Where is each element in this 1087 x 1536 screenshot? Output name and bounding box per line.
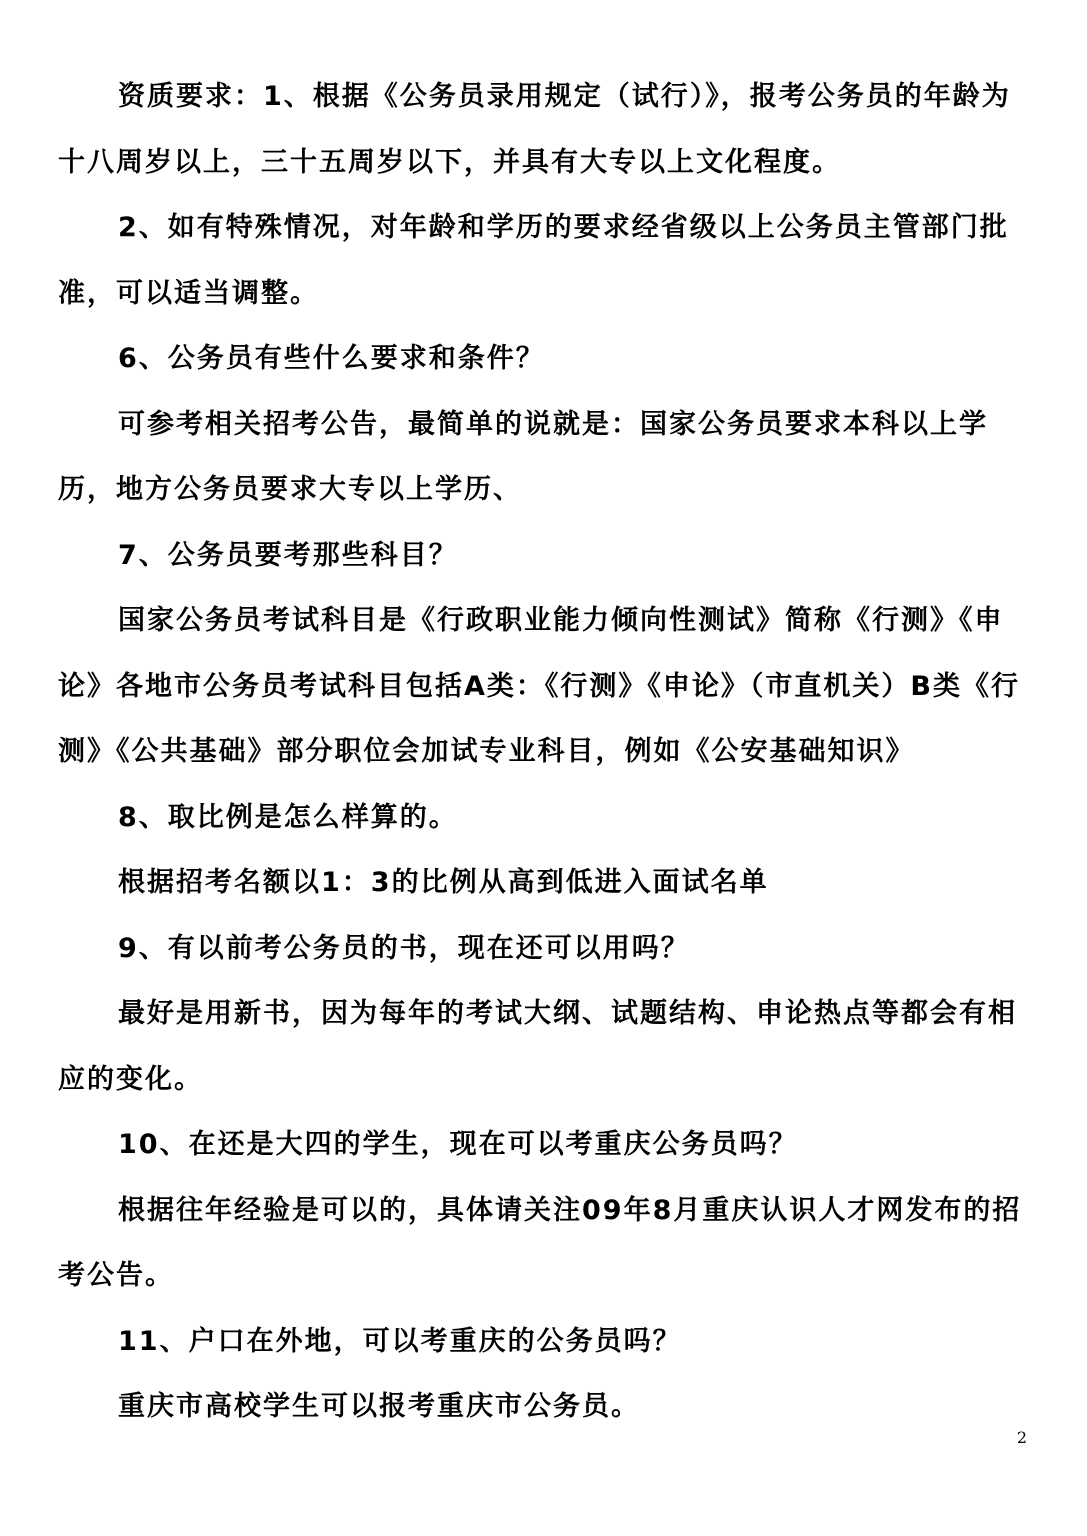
question-6: 6、公务员有些什么要求和条件？	[118, 343, 545, 374]
page-number: 2	[1016, 1428, 1027, 1447]
answer-7: 国家公务员考试科目是《行政职业能力倾向性测试》简称《行测》《申论》各地市公务员考试科目包括A类：《行测》《申论》（市直机关）B类《行测》《公共基础》部分职位会加试专业科目，例如《公安基础知识》	[58, 605, 1020, 767]
question-9: 9、有以前考公务员的书，现在还可以用吗？	[118, 932, 690, 964]
question-8: 8、取比例是怎么样算的。	[118, 801, 458, 833]
answer-10: 根据往年经验是可以的，具体请关注09年8月重庆认识人才网发布的招考公告。	[58, 1194, 1022, 1291]
question-10: 10、在还是大四的学生，现在可以考重庆公务员吗？	[118, 1129, 798, 1160]
paragraph-qualification-1: 资质要求：1、根据《公务员录用规定（试行）》，报考公务员的年龄为十八周岁以上，三十五周岁以下，并具有大专以上文化程度。	[58, 81, 1011, 178]
question-11: 11、户口在外地，可以考重庆的公务员吗？	[118, 1325, 682, 1357]
answer-11: 重庆市高校学生可以报考重庆市公务员。	[118, 1391, 640, 1422]
answer-9: 最好是用新书，因为每年的考试大纲、试题结构、申论热点等都会有相应的变化。	[58, 998, 1017, 1095]
paragraph-qualification-2: 2、如有特殊情况，对年龄和学历的要求经省级以上公务员主管部门批准，可以适当调整。	[58, 212, 1009, 309]
answer-6: 可参考相关招考公告，最简单的说就是：国家公务员要求本科以上学历，地方公务员要求大专以上学历、	[58, 408, 988, 505]
answer-8: 根据招考名额以1：3的比例从高到低进入面试名单	[118, 867, 769, 898]
question-7: 7、公务员要考那些科目？	[118, 539, 458, 571]
document-body	[58, 64, 1028, 1440]
